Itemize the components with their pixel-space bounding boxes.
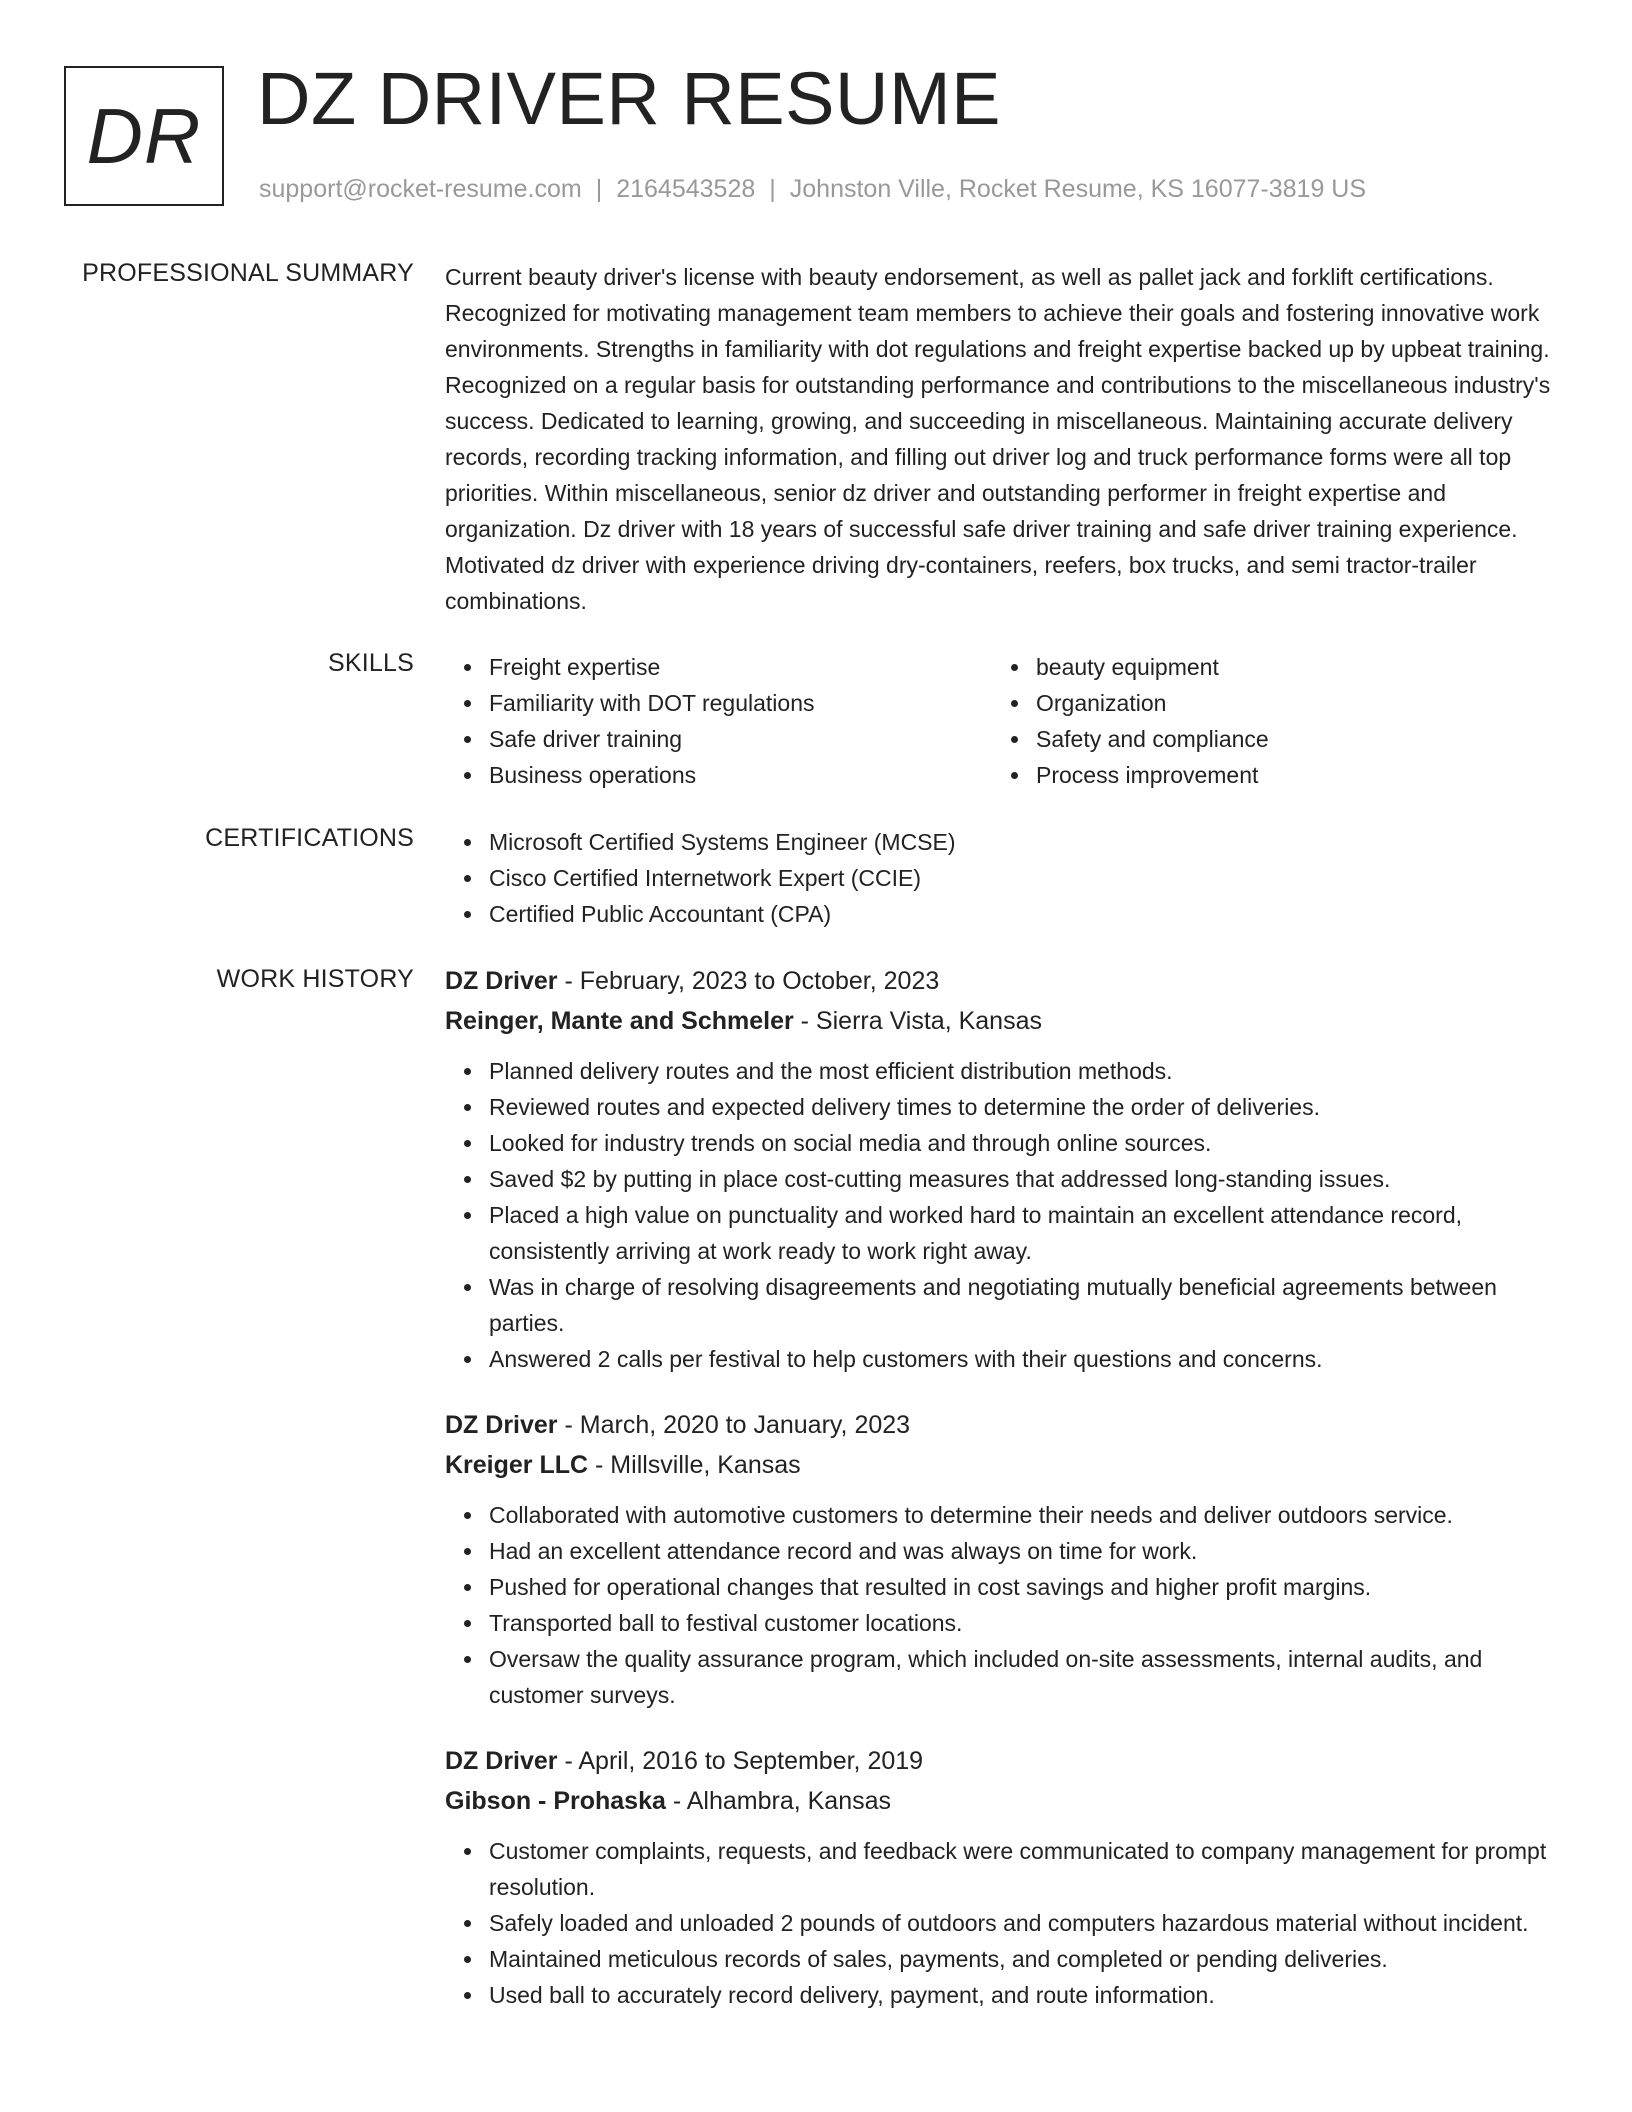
contact-line	[259, 175, 1366, 204]
job-duty-item: Answered 2 calls per festival to help customers with their questions and concerns.	[489, 1341, 1560, 1377]
skills-list-left	[445, 649, 992, 793]
job-duty-item: Pushed for operational changes that resulted in cost savings and higher profit margins.	[489, 1569, 1560, 1605]
job-duty-item: Placed a high value on punctuality and worked hard to maintain an excellent attendance record, consistently arriving at work ready to work right away.	[489, 1197, 1560, 1269]
summary-heading: PROFESSIONAL SUMMARY	[82, 259, 414, 287]
skill-item: Safe driver training	[489, 721, 992, 757]
skill-item: Organization	[1036, 685, 1539, 721]
job-title: DZ Driver	[445, 967, 558, 995]
job-company: Reinger, Mante and Schmeler	[445, 1007, 794, 1035]
job-duty-item: Planned delivery routes and the most efficient distribution methods.	[489, 1053, 1560, 1089]
job-title: DZ Driver	[445, 1411, 558, 1439]
job-entry	[445, 1405, 1560, 1713]
skill-item: Familiarity with DOT regulations	[489, 685, 992, 721]
contact-separator: |	[595, 175, 603, 203]
skill-item: beauty equipment	[1036, 649, 1539, 685]
job-duty-item: Reviewed routes and expected delivery times to determine the order of deliveries.	[489, 1089, 1560, 1125]
skill-item: Business operations	[489, 757, 992, 793]
job-company-line	[445, 1445, 1560, 1485]
job-dates: - March, 2020 to January, 2023	[557, 1411, 911, 1439]
job-company: Gibson - Prohaska	[445, 1787, 666, 1815]
job-duty-item: Maintained meticulous records of sales, payments, and completed or pending deliveries.	[489, 1941, 1560, 1977]
skills-body	[445, 649, 1560, 793]
job-location: - Alhambra, Kansas	[665, 1787, 892, 1815]
job-duty-item: Used ball to accurately record delivery, payment, and route information.	[489, 1977, 1560, 2013]
contact-email[interactable]: support@rocket-resume.com	[259, 175, 582, 203]
skills-grid	[445, 649, 1560, 793]
job-title-line	[445, 961, 1560, 1001]
job-duties-list	[445, 1053, 1560, 1377]
certification-item: Certified Public Accountant (CPA)	[489, 896, 1560, 932]
job-location: - Millsville, Kansas	[588, 1451, 801, 1479]
job-duty-item: Had an excellent attendance record and was always on time for work.	[489, 1533, 1560, 1569]
monogram-initials: DR	[86, 92, 202, 180]
summary-text: Current beauty driver's license with beauty endorsement, as well as pallet jack and forklift certifications. Recognized for motivating management team members to achieve their goals and fostering innovative work environments. Strengths in familiarity with dot regulations and freight expertise backed up by upbeat training. Recognized on a regular basis for outstanding performance and contributions to the miscellaneous industry's success. Dedicated to learning, growing, and succeeding in miscellaneous. Maintaining accurate delivery records, recording tracking information, and filling out driver log and truck performance forms were all top priorities. Within miscellaneous, senior dz driver and outstanding performer in freight expertise and organization. Dz driver with 18 years of successful safe driver training and safe driver training experience. Motivated dz driver with experience driving dry-containers, reefers, box trucks, and semi tractor-trailer combinations.	[445, 264, 1551, 614]
job-company-line	[445, 1781, 1560, 1821]
job-company-line	[445, 1001, 1560, 1041]
resume-title: DZ DRIVER RESUME	[257, 57, 1001, 140]
job-entry	[445, 1741, 1560, 2013]
job-duty-item: Was in charge of resolving disagreements and negotiating mutually beneficial agreements between parties.	[489, 1269, 1560, 1341]
job-dates: - February, 2023 to October, 2023	[557, 967, 940, 995]
job-title-line	[445, 1741, 1560, 1781]
certification-item: Microsoft Certified Systems Engineer (MCSE)	[489, 824, 1560, 860]
monogram-box	[64, 66, 224, 206]
job-location: - Sierra Vista, Kansas	[793, 1007, 1042, 1035]
certifications-body	[445, 824, 1560, 932]
job-duty-item: Saved $2 by putting in place cost-cutting measures that addressed long-standing issues.	[489, 1161, 1560, 1197]
summary-body	[445, 259, 1560, 619]
job-title-line	[445, 1405, 1560, 1445]
certification-item: Cisco Certified Internetwork Expert (CCIE)	[489, 860, 1560, 896]
work-history-body	[445, 961, 1560, 2041]
work-history-heading: WORK HISTORY	[216, 965, 414, 993]
job-duty-item: Customer complaints, requests, and feedback were communicated to company management for prompt resolution.	[489, 1833, 1560, 1905]
job-duty-item: Looked for industry trends on social media and through online sources.	[489, 1125, 1560, 1161]
job-dates: - April, 2016 to September, 2019	[557, 1747, 924, 1775]
contact-separator: |	[769, 175, 776, 203]
job-duty-item: Transported ball to festival customer locations.	[489, 1605, 1560, 1641]
skill-item: Process improvement	[1036, 757, 1539, 793]
certifications-heading: CERTIFICATIONS	[205, 824, 414, 852]
job-company: Kreiger LLC	[445, 1451, 589, 1479]
job-duty-item: Safely loaded and unloaded 2 pounds of outdoors and computers hazardous material without incident.	[489, 1905, 1560, 1941]
job-duty-item: Collaborated with automotive customers to determine their needs and deliver outdoors service.	[489, 1497, 1560, 1533]
skill-item: Safety and compliance	[1036, 721, 1539, 757]
job-duty-item: Oversaw the quality assurance program, which included on-site assessments, internal audits, and customer surveys.	[489, 1641, 1560, 1713]
skills-list-right	[992, 649, 1539, 793]
certifications-list	[445, 824, 1560, 932]
skills-heading: SKILLS	[328, 649, 414, 677]
contact-phone[interactable]: 2164543528	[616, 175, 756, 203]
job-title: DZ Driver	[445, 1747, 558, 1775]
job-duties-list	[445, 1497, 1560, 1713]
skill-item: Freight expertise	[489, 649, 992, 685]
contact-address: Johnston Ville, Rocket Resume, KS 16077-3819 US	[789, 175, 1367, 203]
job-entry	[445, 961, 1560, 1377]
job-duties-list	[445, 1833, 1560, 2013]
